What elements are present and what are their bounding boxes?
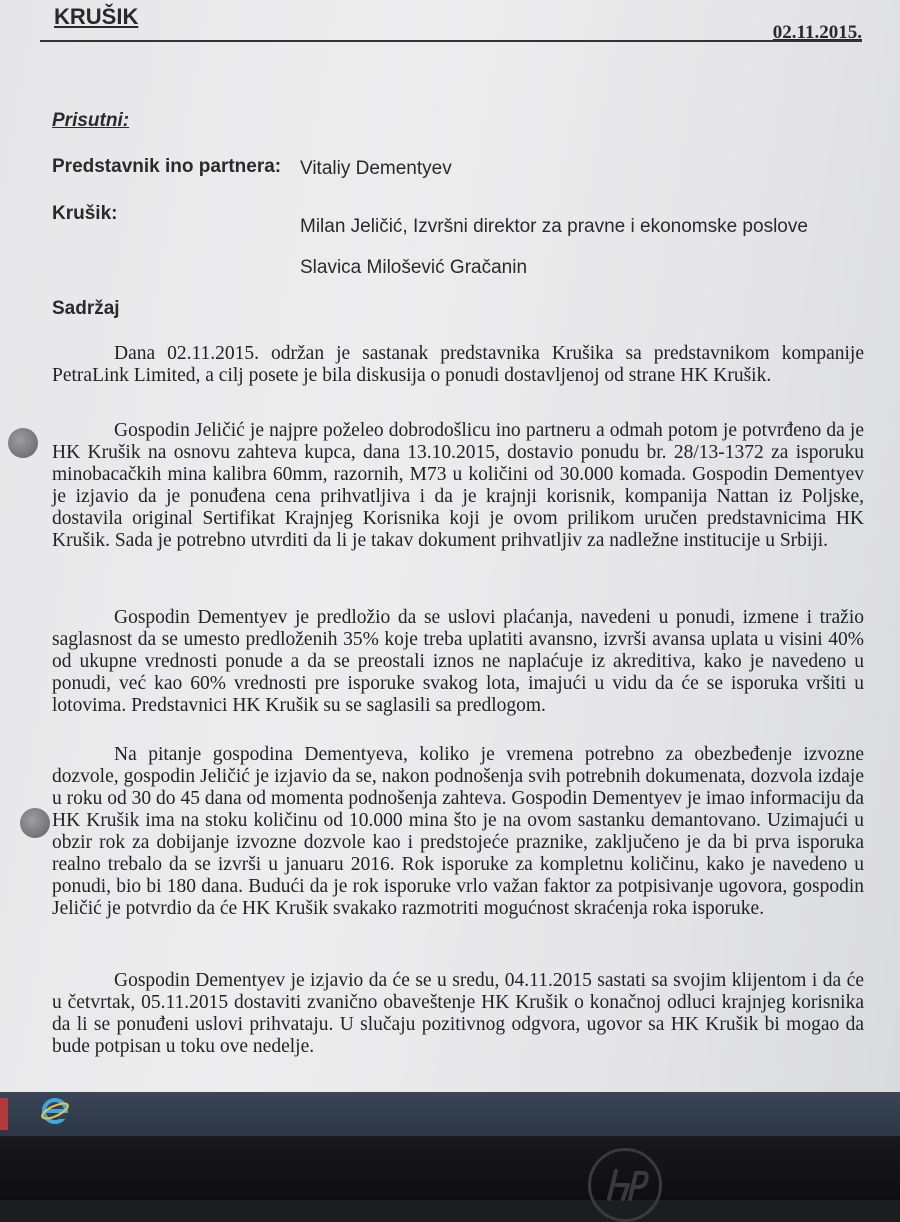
hp-logo-icon	[588, 1148, 662, 1222]
punch-hole-bottom	[20, 808, 50, 838]
punch-hole-top	[8, 428, 38, 458]
partner-label: Predstavnik ino partnera:	[52, 156, 282, 177]
company-name: KRUŠIK	[54, 4, 139, 29]
content-heading: Sadržaj	[52, 298, 120, 319]
document-date: 02.11.2015.	[772, 22, 862, 43]
paragraph-5: Gospodin Dementyev je izjavio da će se u sredu, 04.11.2015 sastati sa svojim klijentom i da će u četvrtak, 05.11.2015 dostaviti zvanično obaveštenje HK Krušik o konačnoj odluci krajnjeg korisnika da li se ponuđeni uslovi prihvataju. U slučaju pozitivnog odgvora, ugovor sa HK Krušik bi mogao da bude potpisan u toku ove nedelje.	[52, 970, 864, 1057]
paragraph-2: Gospodin Jeličić je najpre poželeo dobrodošlicu ino partneru a odmah potom je potvrđeno da je HK Krušik na osnovu zahteva kupca, dana 13.10.2015, dostavio ponudu br. 28/13-1372 za isporuku minobacačkih mina kalibra 60mm, razornih, M73 u količini od 30.000 komada. Gospodin Dementyev je izjavio da je ponuđena cena prihvatljiva i da je krajnji korisnik, kompanija Nattan iz Poljske, dostavila original Sertifikat Krajnjeg Korisnika koji je ovom prilikom uručen predstavnicima HK Krušik. Sada je potrebno utvrditi da li je takav dokument prihvatljiv za nadležne institucije u Srbiji.	[52, 420, 864, 551]
paragraph-1: Dana 02.11.2015. održan je sastanak predstavnika Krušika sa predstavnikom kompanije PetraLink Limited, a cilj posete je bila diskusija o ponudi dostavljenoj od strane HK Krušik.	[52, 343, 864, 386]
partner-name: Vitaliy Dementyev	[300, 158, 452, 179]
attendees-heading: Prisutni:	[52, 110, 130, 131]
taskbar	[0, 1092, 900, 1136]
start-button[interactable]	[0, 1098, 8, 1130]
krusik-label: Krušik:	[52, 203, 118, 224]
paragraph-3: Gospodin Dementyev je predložio da se uslovi plaćanja, navedeni u ponudi, izmene i tražio saglasnost da se umesto predloženih 35% koje treba uplatiti avansno, izvrši avansa uplata u visini 40% od ukupne vrednosti ponude a da se preostali iznos ne naplaćuje iz akreditiva, kako je navedeno u ponudi, već kao 60% vrednosti pre isporuke svakog lota, imajući u vidu da će se isporuka vršiti u lotovima. Predstavnici HK Krušik su se saglasili sa predlogom.	[52, 607, 864, 716]
paragraph-4: Na pitanje gospodina Dementyeva, koliko je vremena potrebno za obezbeđenje izvozne dozvole, gospodin Jeličić je izjavio da se, nakon podnošenja svih potrebnih dokumenata, dozvola izdaje u roku od 30 do 45 dana od momenta podnošenja zahteva. Gospodin Dementyev je imao informaciju da HK Krušik ima na stoku količinu od 10.000 mina što je na ovom sastanku demantovano. Uzimajući u obzir rok za dobijanje izvozne dozvole kao i predstojeće praznike, zaključeno je da bi prva isporuka realno trebalo da se izvrši u januaru 2016. Rok isporuke za kompletnu količinu, kako je navedeno u ponudi, bio bi 180 dana. Budući da je rok isporuke vrlo važan faktor za potpisivanje ugovora, gospodin Jeličić je potvrdio da će HK Krušik svakako razmotriti mogućnost skraćenja roka isporuke.	[52, 744, 864, 919]
document-header	[40, 0, 862, 42]
monitor-bezel	[0, 1136, 900, 1200]
internet-explorer-icon[interactable]	[38, 1094, 72, 1128]
krusik-person-1: Milan Jeličić, Izvršni direktor za pravne i ekonomske poslove	[300, 216, 808, 237]
krusik-person-2: Slavica Milošević Gračanin	[300, 257, 528, 278]
